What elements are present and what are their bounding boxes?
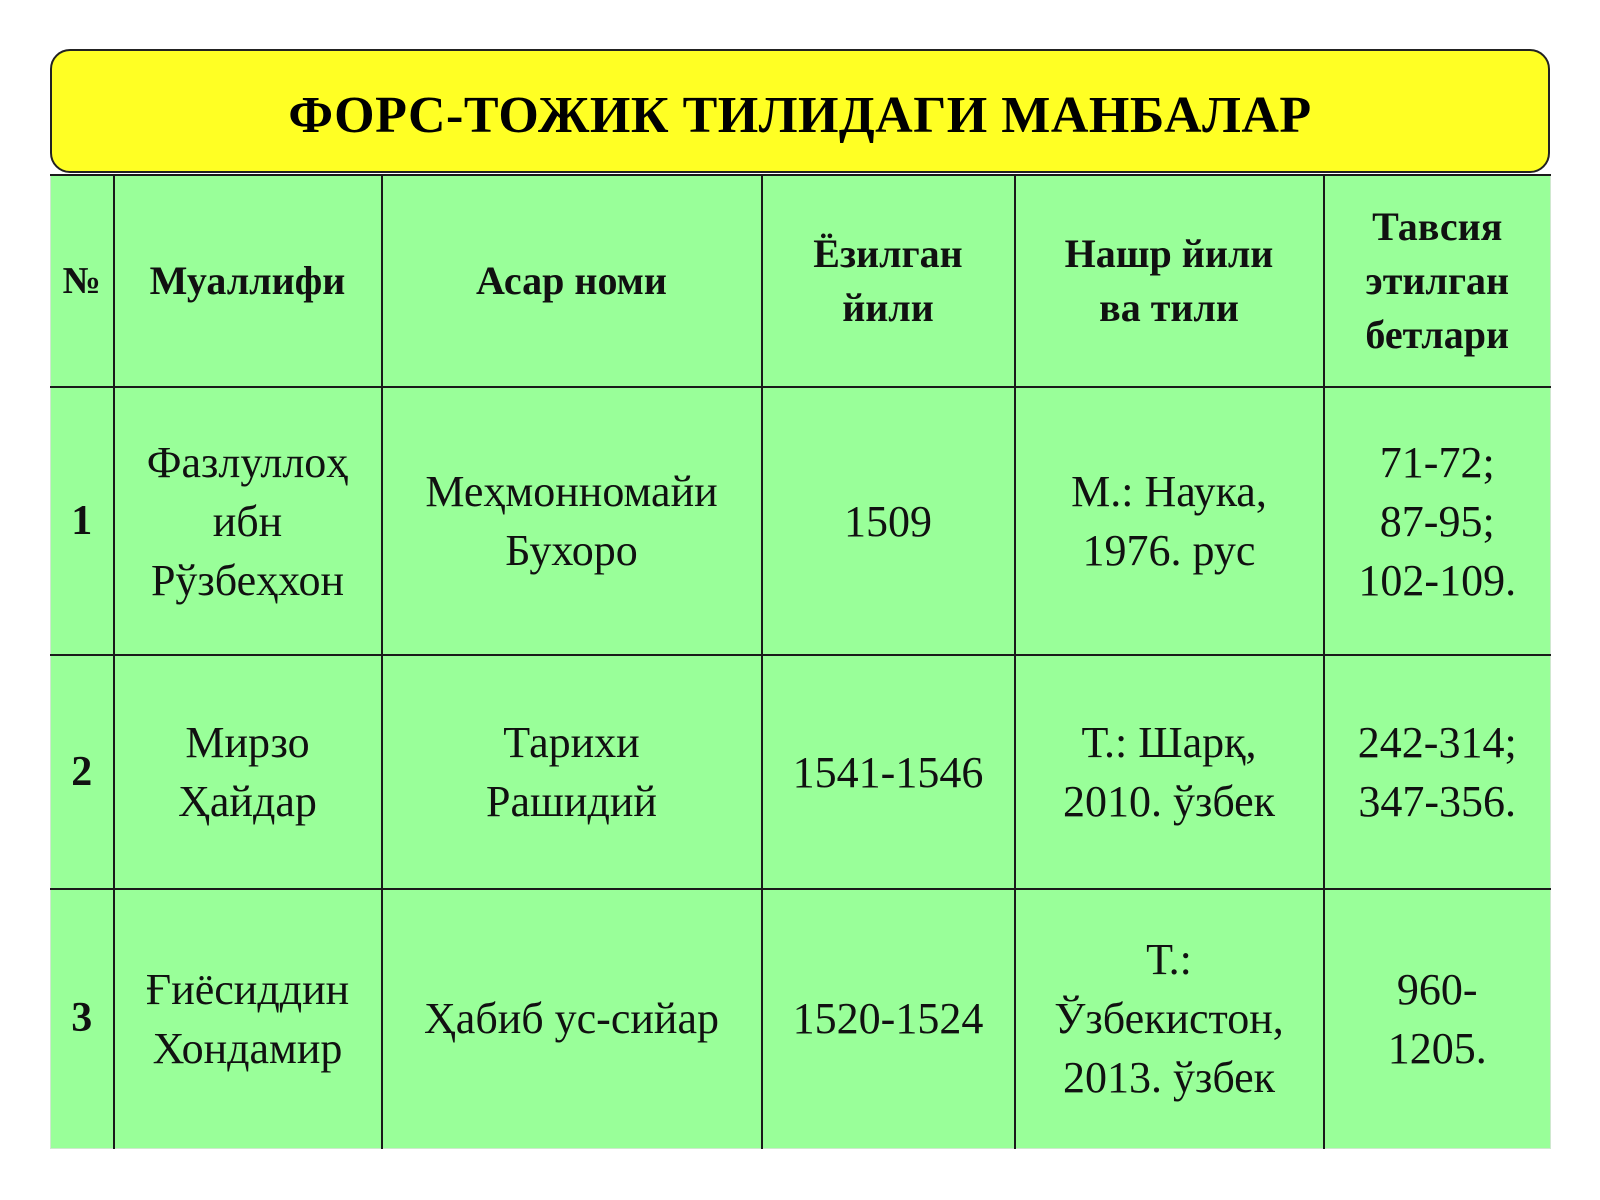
row-author: Фазлуллоҳ ибн Рўзбеҳхон bbox=[114, 387, 382, 655]
table-header-row bbox=[51, 175, 1551, 387]
row-edition: Т.: Шарқ, 2010. ўзбек bbox=[1015, 655, 1324, 889]
table-row bbox=[51, 655, 1551, 889]
row-written-year: 1520-1524 bbox=[762, 889, 1015, 1148]
header-number: № bbox=[51, 175, 114, 387]
row-work-title: Ҳабиб ус-сийар bbox=[382, 889, 762, 1148]
header-work-title: Асар номи bbox=[382, 175, 762, 387]
row-author: Ғиёсиддин Хондамир bbox=[114, 889, 382, 1148]
row-written-year: 1509 bbox=[762, 387, 1015, 655]
row-edition: М.: Наука, 1976. рус bbox=[1015, 387, 1324, 655]
header-pages: Тавсия этилган бетлари bbox=[1324, 175, 1551, 387]
header-author: Муаллифи bbox=[114, 175, 382, 387]
row-pages: 960- 1205. bbox=[1324, 889, 1551, 1148]
row-work-title: Меҳмонномайи Бухоро bbox=[382, 387, 762, 655]
header-edition: Нашр йили ва тили bbox=[1015, 175, 1324, 387]
row-number: 3 bbox=[51, 889, 114, 1148]
row-work-title: Тарихи Рашидий bbox=[382, 655, 762, 889]
row-edition: Т.: Ўзбекистон, 2013. ўзбек bbox=[1015, 889, 1324, 1148]
header-written-year: Ёзилган йили bbox=[762, 175, 1015, 387]
sources-table bbox=[50, 174, 1551, 1149]
row-author: Мирзо Ҳайдар bbox=[114, 655, 382, 889]
row-pages: 71-72; 87-95; 102-109. bbox=[1324, 387, 1551, 655]
row-pages: 242-314; 347-356. bbox=[1324, 655, 1551, 889]
table-row bbox=[51, 889, 1551, 1148]
table-row bbox=[51, 387, 1551, 655]
row-written-year: 1541-1546 bbox=[762, 655, 1015, 889]
title-banner bbox=[50, 49, 1550, 173]
row-number: 2 bbox=[51, 655, 114, 889]
page-title: ФОРС-ТОЖИК ТИЛИДАГИ МАНБАЛАР bbox=[288, 86, 1312, 144]
row-number: 1 bbox=[51, 387, 114, 655]
